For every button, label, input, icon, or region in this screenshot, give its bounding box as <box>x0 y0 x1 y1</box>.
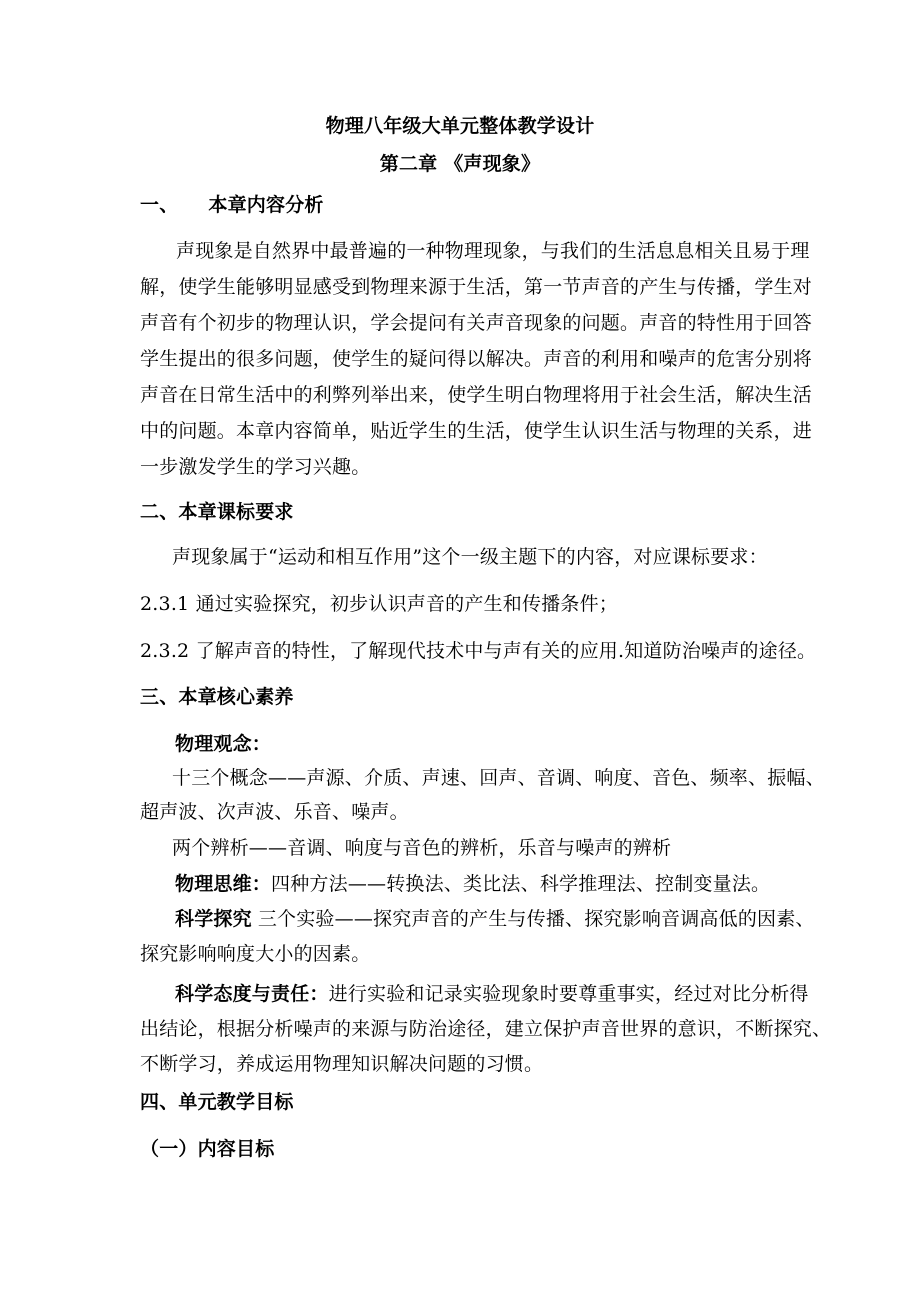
section1-paragraph-line: 一步激发学生的学习兴趣。 <box>140 456 371 478</box>
section1-paragraph-line: 声音在日常生活中的利弊列举出来，使学生明白物理将用于社会生活，解决生活 <box>140 384 813 406</box>
section1-paragraph-line: 中的问题。本章内容简单，贴近学生的生活，使学生认识生活与物理的关系，进 <box>140 420 813 442</box>
science-inquiry <box>175 907 815 931</box>
science-attitude-label: 科学态度与责任： <box>175 983 329 1005</box>
science-inquiry-line: 探究影响响度大小的因素。 <box>140 943 371 965</box>
section4-subheading: （一）内容目标 <box>140 1138 275 1160</box>
physics-concept-label: 物理观念： <box>175 733 272 755</box>
section1-paragraph-line: 声现象是自然界中最普遍的一种物理现象，与我们的生活息息相关且易于理 <box>176 240 810 262</box>
physics-concept-line: 超声波、次声波、乐音、噪声。 <box>140 801 409 823</box>
physics-thinking <box>175 872 770 896</box>
science-attitude-line: 不断学习，养成运用物理知识解决问题的习惯。 <box>140 1053 544 1075</box>
physics-concept-line: 两个辨析——音调、响度与音色的辨析，乐音与噪声的辨析 <box>172 837 672 859</box>
section2-intro: 声现象属于“运动和相互作用”这个一级主题下的内容，对应课标要求： <box>172 546 768 568</box>
science-attitude-line: 出结论，根据分析噪声的来源与防治途径，建立保护声音世界的意识，不断探究、 <box>140 1018 832 1040</box>
physics-thinking-text: 四种方法——转换法、类比法、科学推理法、控制变量法。 <box>271 873 771 895</box>
physics-thinking-label: 物理思维： <box>175 873 272 895</box>
section1-paragraph-line: 解，使学生能够明显感受到物理来源于生活，第一节声音的产生与传播，学生对 <box>140 276 813 298</box>
chapter-title: 第二章 《声现象》 <box>379 153 541 175</box>
physics-concept-line: 十三个概念——声源、介质、声速、回声、音调、响度、音色、频率、振幅、 <box>172 767 825 789</box>
section1-heading <box>140 193 324 217</box>
science-inquiry-label: 科学探究 <box>175 908 252 930</box>
science-attitude-text: 进行实验和记录实验现象时要尊重事实，经过对比分析得 <box>328 983 809 1005</box>
standard-requirement-1: 2.3.1 通过实验探究，初步认识声音的产生和传播条件； <box>140 593 618 615</box>
section4-heading: 四、单元教学目标 <box>140 1091 294 1113</box>
standard-requirement-2: 2.3.2 了解声音的特性，了解现代技术中与声有关的应用.知道防治噪声的途径。 <box>140 640 817 662</box>
section1-heading-text: 本章内容分析 <box>208 194 324 216</box>
section1-heading-number: 一、 <box>140 194 179 216</box>
section1-paragraph-line: 学生提出的很多问题，使学生的疑问得以解决。声音的利用和噪声的危害分别将 <box>140 348 813 370</box>
science-inquiry-text: 三个实验——探究声音的产生与传播、探究影响音调高低的因素、 <box>257 908 815 930</box>
section2-heading: 二、本章课标要求 <box>140 501 294 523</box>
document-title: 物理八年级大单元整体教学设计 <box>325 115 595 137</box>
section3-heading: 三、本章核心素养 <box>140 686 294 708</box>
science-attitude <box>175 982 809 1006</box>
section1-paragraph-line: 声音有个初步的物理认识，学会提问有关声音现象的问题。声音的特性用于回答 <box>140 312 813 334</box>
